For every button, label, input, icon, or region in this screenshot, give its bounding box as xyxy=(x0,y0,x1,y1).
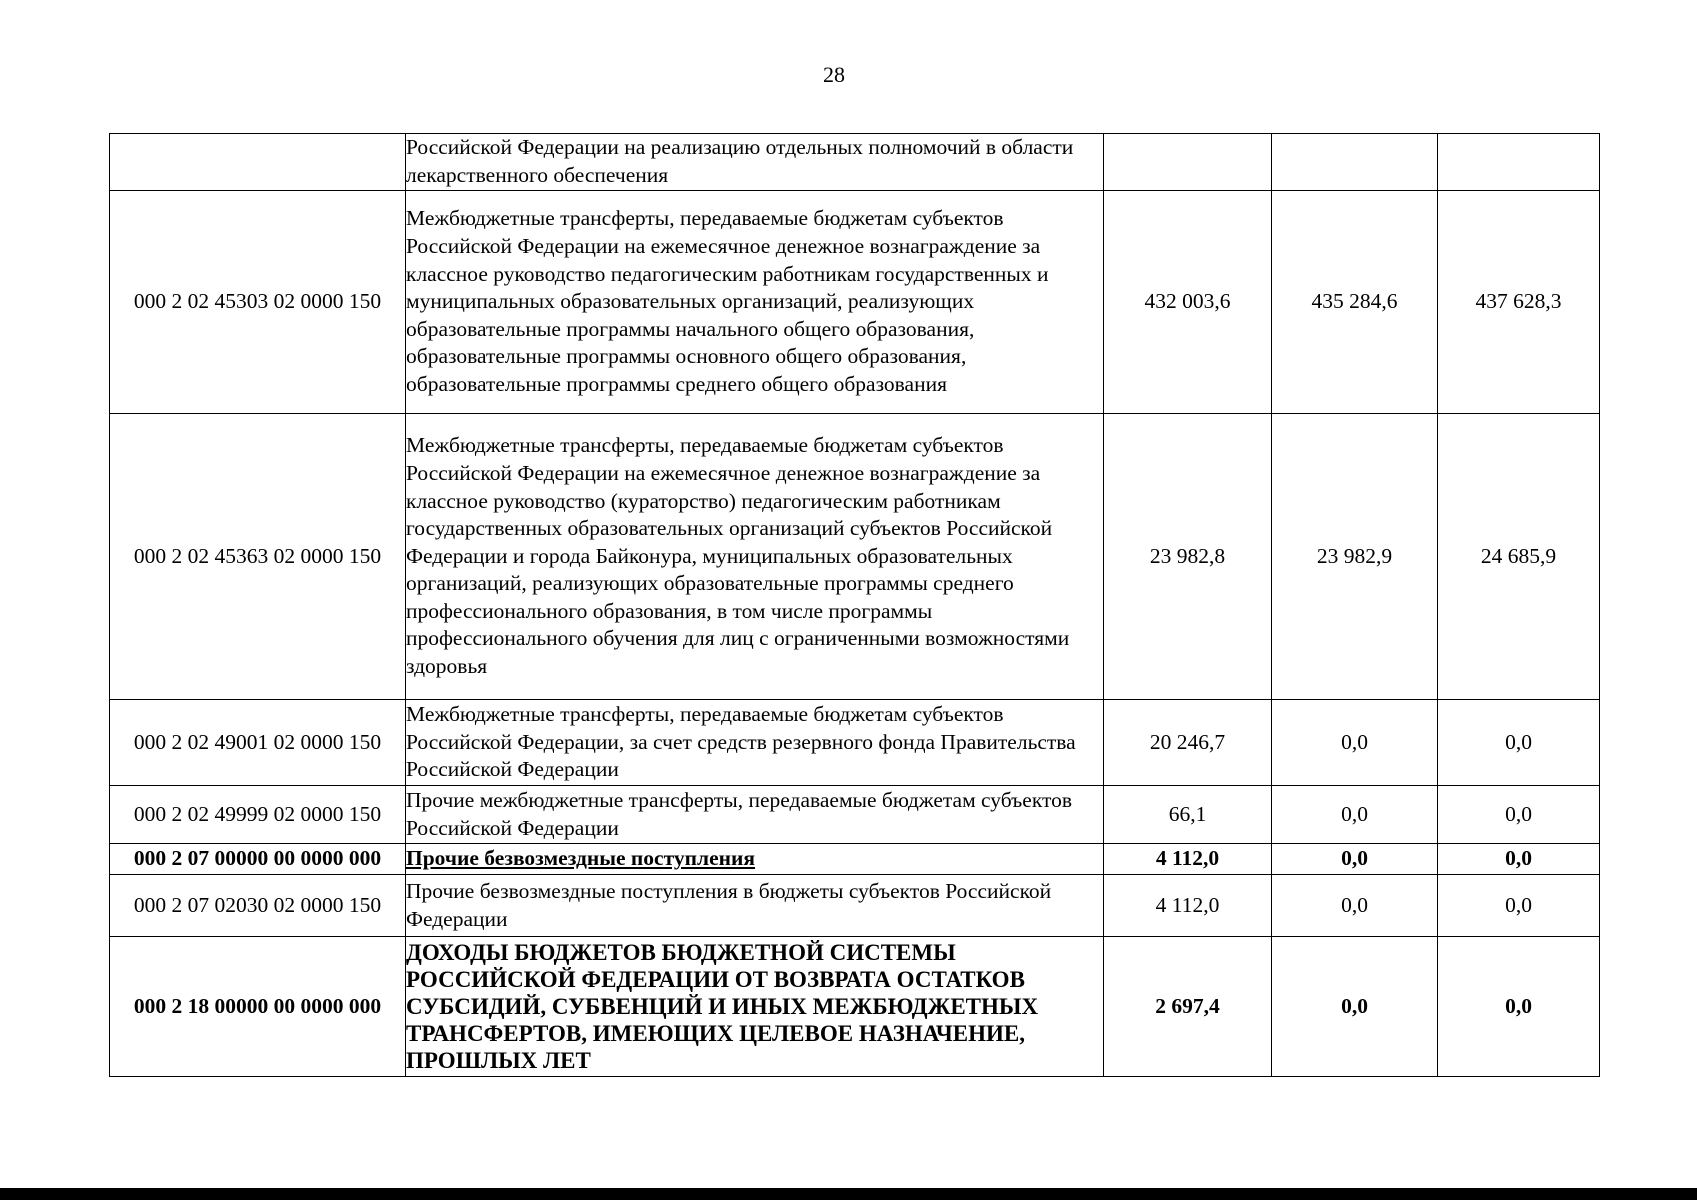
amount-year-3: 0,0 xyxy=(1438,700,1600,786)
amount-year-3: 0,0 xyxy=(1438,844,1600,875)
table-row xyxy=(110,937,1600,1077)
budget-code: 000 2 02 45303 02 0000 150 xyxy=(110,191,406,414)
amount-year-1: 432 003,6 xyxy=(1104,191,1272,414)
revenue-description: Межбюджетные трансферты, передаваемые бюджетам субъектов Российской Федерации на ежемесячное денежное вознаграждение за классное руководство педагогическим работникам государственных и муниципальных образовательных организаций, реализующих образовательные программы начального общего образования, образовательные программы основного общего образования, образовательные программы среднего общего образования xyxy=(406,191,1104,414)
table-row xyxy=(110,875,1600,937)
revenue-table xyxy=(109,133,1600,1077)
revenue-description: Прочие безвозмездные поступления в бюджеты субъектов Российской Федерации xyxy=(406,875,1104,937)
amount-year-1: 66,1 xyxy=(1104,786,1272,844)
table-row xyxy=(110,414,1600,700)
budget-code: 000 2 18 00000 00 0000 000 xyxy=(110,937,406,1077)
amount-year-3: 0,0 xyxy=(1438,875,1600,937)
amount-year-2: 23 982,9 xyxy=(1272,414,1438,700)
budget-code: 000 2 02 49001 02 0000 150 xyxy=(110,700,406,786)
amount-year-2: 0,0 xyxy=(1272,875,1438,937)
amount-year-3: 437 628,3 xyxy=(1438,191,1600,414)
amount-year-1: 4 112,0 xyxy=(1104,875,1272,937)
budget-code: 000 2 02 45363 02 0000 150 xyxy=(110,414,406,700)
amount-year-1: 23 982,8 xyxy=(1104,414,1272,700)
revenue-description: ДОХОДЫ БЮДЖЕТОВ БЮДЖЕТНОЙ СИСТЕМЫ РОССИЙСКОЙ ФЕДЕРАЦИИ ОТ ВОЗВРАТА ОСТАТКОВ СУБСИДИЙ, СУБВЕНЦИЙ И ИНЫХ МЕЖБЮДЖЕТНЫХ ТРАНСФЕРТОВ, ИМЕЮЩИХ ЦЕЛЕВОЕ НАЗНАЧЕНИЕ, ПРОШЛЫХ ЛЕТ xyxy=(406,937,1104,1077)
amount-year-2 xyxy=(1272,134,1438,191)
revenue-description: Межбюджетные трансферты, передаваемые бюджетам субъектов Российской Федерации, за счет средств резервного фонда Правительства Российской Федерации xyxy=(406,700,1104,786)
amount-year-3 xyxy=(1438,134,1600,191)
revenue-description: Российской Федерации на реализацию отдельных полномочий в области лекарственного обеспечения xyxy=(406,134,1104,191)
amount-year-2: 0,0 xyxy=(1272,844,1438,875)
budget-code: 000 2 07 00000 00 0000 000 xyxy=(110,844,406,875)
amount-year-2: 0,0 xyxy=(1272,786,1438,844)
page-number: 28 xyxy=(823,62,845,87)
amount-year-3: 0,0 xyxy=(1438,937,1600,1077)
amount-year-1: 20 246,7 xyxy=(1104,700,1272,786)
amount-year-3: 24 685,9 xyxy=(1438,414,1600,700)
amount-year-1: 4 112,0 xyxy=(1104,844,1272,875)
table-row xyxy=(110,191,1600,414)
table-row xyxy=(110,786,1600,844)
amount-year-2: 0,0 xyxy=(1272,700,1438,786)
amount-year-1 xyxy=(1104,134,1272,191)
table-row xyxy=(110,134,1600,191)
amount-year-3: 0,0 xyxy=(1438,786,1600,844)
revenue-description: Прочие межбюджетные трансферты, передаваемые бюджетам субъектов Российской Федерации xyxy=(406,786,1104,844)
table-row xyxy=(110,844,1600,875)
amount-year-2: 0,0 xyxy=(1272,937,1438,1077)
scan-edge-bar xyxy=(0,1188,1697,1200)
budget-code xyxy=(110,134,406,191)
budget-code: 000 2 02 49999 02 0000 150 xyxy=(110,786,406,844)
revenue-description: Межбюджетные трансферты, передаваемые бюджетам субъектов Российской Федерации на ежемесячное денежное вознаграждение за классное руководство (кураторство) педагогическим работникам государственных образовательных организаций субъектов Российской Федерации и города Байконура, муниципальных образовательных организаций, реализующих образовательные программы среднего профессионального образования, в том числе программы профессионального обучения для лиц с ограниченными возможностями здоровья xyxy=(406,414,1104,700)
amount-year-1: 2 697,4 xyxy=(1104,937,1272,1077)
budget-code: 000 2 07 02030 02 0000 150 xyxy=(110,875,406,937)
revenue-description: Прочие безвозмездные поступления xyxy=(406,844,1104,875)
amount-year-2: 435 284,6 xyxy=(1272,191,1438,414)
table-row xyxy=(110,700,1600,786)
